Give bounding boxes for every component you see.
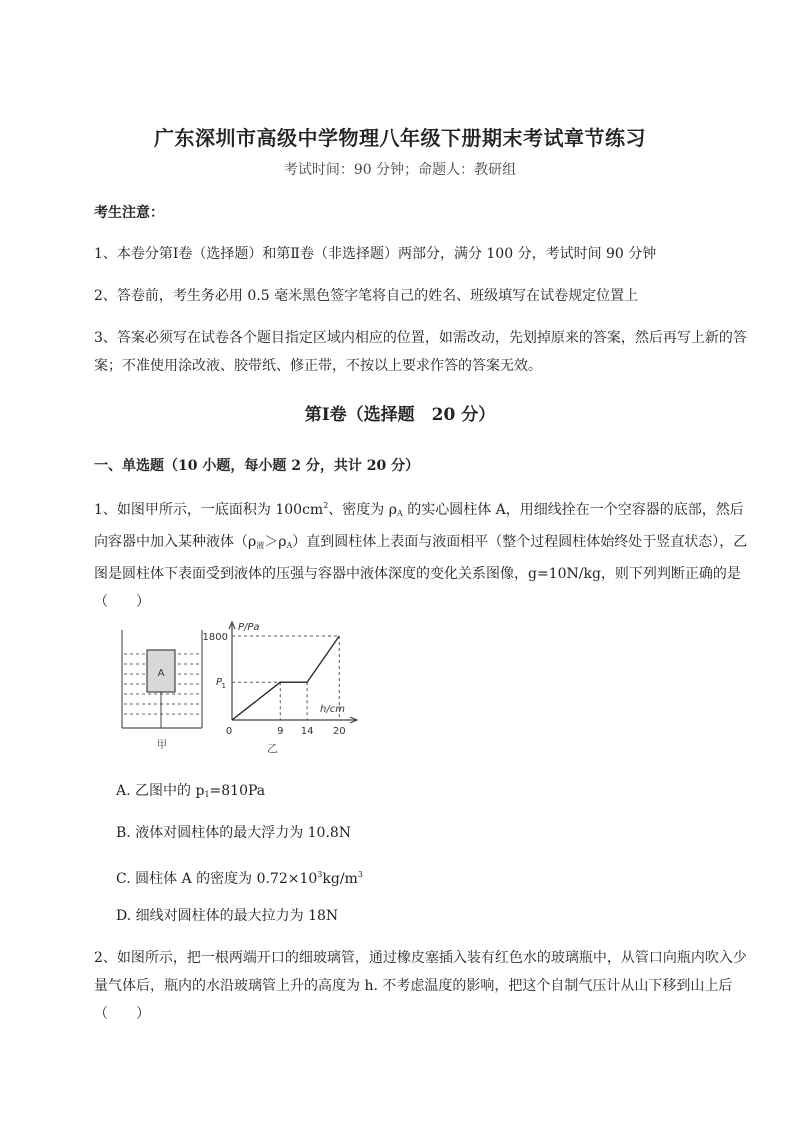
option-d[interactable]: D. 细线对圆柱体的最大拉力为 18N xyxy=(116,908,339,924)
option-a[interactable]: A. 乙图中的 $p_1=810Pa$ xyxy=(116,783,266,799)
figure-jia xyxy=(118,624,208,754)
part-heading: 一、单选题（10 小题，每小题 2 分，共计 20 分） xyxy=(94,458,420,474)
notice-item-1: 1、本卷分第Ⅰ卷（选择题）和第Ⅱ卷（非选择题）两部分，满分 100 分，考试时间 90 分钟 xyxy=(94,246,657,262)
y-tick-label: 1800 xyxy=(202,632,228,643)
x-tick-label: 9 xyxy=(277,726,284,737)
notice-item-3: 3、答案必须写在试卷各个题目指定区域内相应的位置，如需改动，先划掉原来的答案，然后再写上新的答案；不准使用涂改液、胶带纸、修正带，不按以上要求作答的答案无效。 xyxy=(94,330,747,374)
section-title: 第Ⅰ卷（选择题 20 分） xyxy=(304,405,496,425)
option-b[interactable]: B. 液体对圆柱体的最大浮力为 10.8N xyxy=(116,825,352,841)
exam-info: 考试时间：90 分钟；命题人：教研组 xyxy=(283,162,517,178)
p1-tick-label: P xyxy=(215,677,222,689)
p1-tick-subscript: 1 xyxy=(221,682,226,691)
x-tick-label: 14 xyxy=(300,726,314,737)
page-title: 广东深圳市高级中学物理八年级下册期末考试章节练习 xyxy=(154,126,646,150)
question-2-text: 2、如图所示，把一根两端开口的细玻璃管，通过橡皮塞插入装有红色水的玻璃瓶中，从管口向瓶内吹入少量气体后，瓶内的水沿玻璃管上升的高度为 h. 不考虑温度的影响，把这个自制气压计从山下移到山上后（ ） xyxy=(94,950,747,1022)
x-axis-label: h/cm xyxy=(320,704,345,715)
y-axis-label: P/Pa xyxy=(238,622,260,633)
x-tick-label: 20 xyxy=(332,726,346,737)
option-c[interactable]: C. 圆柱体 A 的密度为 $0.72\times 10^3kg/m^3$ xyxy=(116,870,363,887)
figure-yi-chart xyxy=(196,616,366,756)
question-1-text: 1、如图甲所示，一底面积为 $100cm^2$、密度为 $\rho_A$ 的实心圆柱体 A，用细线拴在一个空容器的底部，然后向容器中加入某种液体$(\rho_液>\rho_A)$直到圆柱体上表面与液面相平（整个过程圆柱体始终处于竖直状态），乙图是圆柱体下表面受到液体的压强与容器中液体深度的变化关系图像，g=10N/kg，则下列判断正确的是（ ） xyxy=(94,501,748,610)
notice-item-2: 2、答卷前，考生务必用 0.5 毫米黑色签字笔将自己的姓名、班级填写在试卷规定位置上 xyxy=(94,288,639,304)
label-yi: 乙 xyxy=(267,742,278,755)
notice-heading: 考生注意： xyxy=(94,205,164,221)
label-jia: 甲 xyxy=(156,738,168,751)
origin-label: 0 xyxy=(225,726,233,737)
cylinder-label: A xyxy=(157,668,165,679)
